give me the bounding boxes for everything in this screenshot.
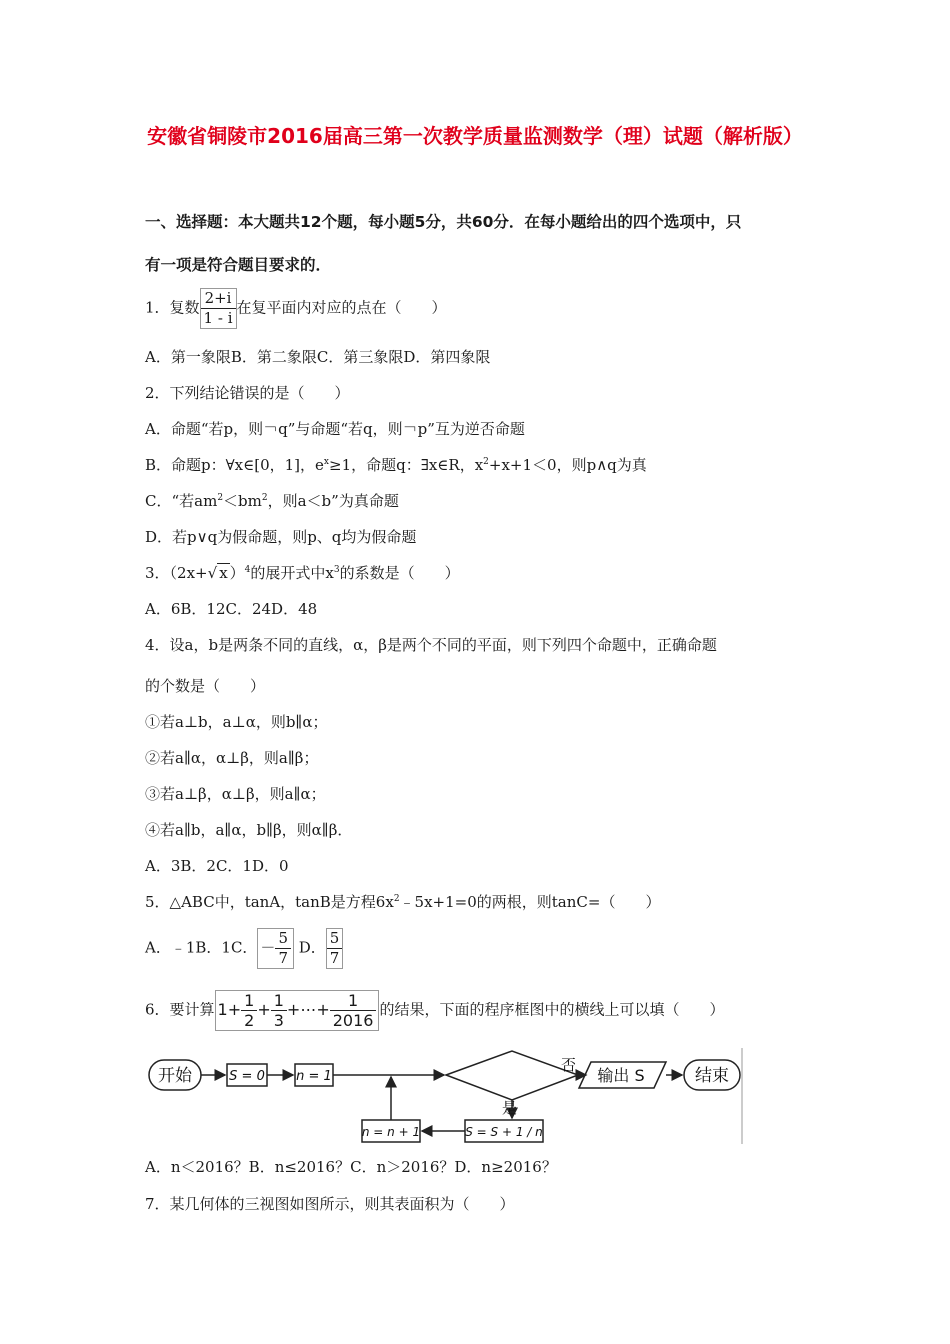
question-3: 3．（2x+√ x ）$^4$的展开式中$x^3$的系数是（ ） xyxy=(145,564,460,582)
question-4: 4．设a，b是两条不同的直线，α，β是两个不同的平面，则下列四个命题中，正确命题 xyxy=(145,636,717,654)
update-s-label: S = S + 1 / n xyxy=(465,1125,543,1139)
question-5-choices: A．﹣1B．1C． － $\frac{5}{7}$ D． $\frac{5}{7}$ xyxy=(145,928,343,969)
yes-label: 是 xyxy=(502,1099,518,1117)
document-title: 安徽省铜陵市2016届高三第一次教学质量监测数学（理）试题（解析版） xyxy=(147,124,803,148)
question-6: 6．要计算 1+ $\frac{1}{2}$ + $\frac{1}{3}$ +⋯+ $\frac{1}{2016}$ 的结果，下面的程序框图中的横线上可以填（ ） xyxy=(145,991,725,1030)
section-heading-cont: 有一项是符合题目要求的． xyxy=(145,256,332,274)
init-s-label: S = 0 xyxy=(229,1069,265,1084)
init-n-label: n = 1 xyxy=(296,1069,332,1084)
q4-statement-3: ③若a⊥β，α⊥β，则a∥α； xyxy=(145,785,326,803)
question-1: 1．复数 $\frac{2+i}{1 - i}$ 在复平面内对应的点在（ ） xyxy=(145,289,447,327)
q1-fraction: $\frac{2+i}{1 - i}$ xyxy=(200,288,237,329)
q2-choice-b: B．命题p：∀x∈[0，1]，$e^x\ge 1$，命题q：∃x∈R，$x^2+x+1<0$，则p∧q为真 xyxy=(145,456,647,474)
q2-choice-d: D．若p∨q为假命题，则p、q均为假命题 xyxy=(145,528,417,546)
program-flowchart xyxy=(146,1046,744,1146)
question-2: 2．下列结论错误的是（ ） xyxy=(145,384,350,402)
q4-statement-1: ①若a⊥b，a⊥α，则b∥α； xyxy=(145,713,328,731)
update-n-label: n = n + 1 xyxy=(361,1125,421,1139)
condition-diamond xyxy=(446,1051,578,1100)
question-6-choices: A．n＜2016？B．n≤2016？C．n＞2016？D．n≥2016？ xyxy=(145,1158,557,1176)
question-5: 5．△ABC中，tanA，tanB是方程$6x^2﹣5x+1=0$的两根，则tanC=（ ） xyxy=(145,893,661,911)
start-label: 开始 xyxy=(158,1066,192,1086)
question-4-cont: 的个数是（ ） xyxy=(145,677,266,695)
end-label: 结束 xyxy=(695,1066,729,1086)
output-label: 输出 S xyxy=(597,1066,645,1085)
no-label: 否 xyxy=(561,1056,577,1074)
q2-choice-a: A．命题“若p，则￢q”与命题“若q，则￢p”互为逆否命题 xyxy=(145,420,525,438)
question-3-choices: A．6B．12C．24D．48 xyxy=(145,600,318,618)
question-7: 7．某几何体的三视图如图所示，则其表面积为（ ） xyxy=(145,1195,515,1213)
sqrt-icon: √ xyxy=(207,564,218,582)
q2-choice-c: C．“若$am^2<bm^2$，则a＜b”为真命题 xyxy=(145,492,399,510)
q4-statement-2: ②若a∥α，α⊥β，则a∥β； xyxy=(145,749,319,767)
section-heading: 一、选择题：本大题共12个题，每小题5分，共60分．在每小题给出的四个选项中，只 xyxy=(145,213,742,231)
question-1-choices: A．第一象限B．第二象限C．第三象限D．第四象限 xyxy=(145,348,491,366)
question-4-choices: A．3B．2C．1D．0 xyxy=(145,857,289,875)
q4-statement-4: ④若a∥b，a∥α，b∥β，则α∥β． xyxy=(145,821,353,839)
